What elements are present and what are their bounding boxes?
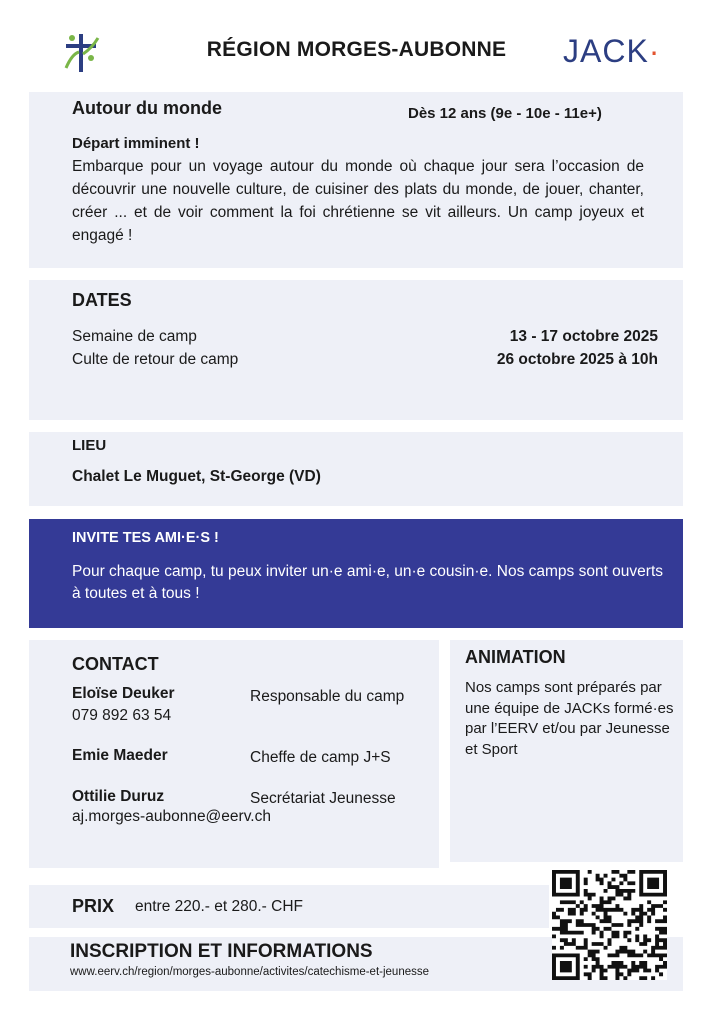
contact-name: Ottilie Duruz (72, 788, 165, 805)
intro-age: Dès 12 ans (9e - 10e - 11e+) (408, 105, 602, 122)
prix-value: entre 220.- et 280.- CHF (135, 898, 303, 915)
lieu-title: LIEU (72, 437, 107, 454)
inscription-link[interactable]: www.eerv.ch/region/morges-aubonne/activites/catechisme-et-jeunesse (70, 966, 430, 978)
inscription-title: INSCRIPTION ET INFORMATIONS (70, 941, 373, 962)
contact-title: CONTACT (72, 654, 159, 674)
contact-phone[interactable]: 079 892 63 54 (72, 707, 172, 724)
contact-email[interactable]: aj.morges-aubonne@eerv.ch (72, 808, 271, 825)
jack-logo (563, 33, 660, 70)
jack-logo-last-letter: K (626, 33, 649, 69)
jack-dot-icon: · (648, 33, 661, 69)
contact-name: Emie Maeder (72, 747, 168, 764)
animation-title: ANIMATION (465, 647, 566, 667)
dates-title: DATES (72, 290, 132, 310)
intro-title: Autour du monde (72, 98, 222, 118)
lieu-value: Chalet Le Muguet, St-George (VD) (72, 468, 321, 485)
animation-body: Nos camps sont préparés par une équipe de JACKs formé·es par l’EERV et/ou par Jeunesse et Sport (465, 679, 674, 758)
contact-role: Secrétariat Jeunesse (250, 790, 396, 807)
intro-body: Embarque pour un voyage autour du monde où chaque jour sera l’occasion de découvrir une nouvelle culture, de cuisiner des plats du monde, de jouer, chanter, créer ... et de voir comment la foi chrétienne se vit ailleurs. Un camp joyeux et engagé ! (72, 158, 644, 244)
contact-name: Eloïse Deuker (72, 685, 175, 702)
intro-subtitle: Départ imminent ! (72, 135, 200, 152)
invite-title: INVITE TES AMI·E·S ! (72, 530, 219, 546)
qr-code-icon[interactable] (552, 870, 667, 980)
jack-logo-text: JAC (563, 33, 627, 69)
prix-label: PRIX (72, 896, 115, 916)
dates-row-label: Culte de retour de camp (72, 351, 239, 368)
dates-row-value: 13 - 17 octobre 2025 (509, 328, 658, 345)
dates-row-value: 26 octobre 2025 à 10h (496, 351, 658, 368)
qr-code-modules (552, 870, 667, 980)
contact-role: Responsable du camp (250, 688, 405, 705)
page-title: RÉGION MORGES-AUBONNE (206, 38, 507, 61)
contact-role: Cheffe de camp J+S (250, 749, 391, 766)
invite-body: Pour chaque camp, tu peux inviter un·e ami·e, un·e cousin·e. Nos camps sont ouverts à toutes et à tous ! (72, 563, 664, 602)
dates-row-label: Semaine de camp (72, 328, 197, 345)
